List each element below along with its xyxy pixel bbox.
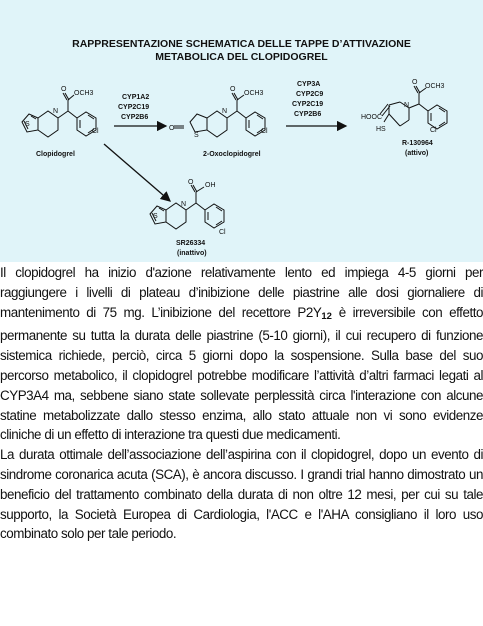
atom-hs: HS: [376, 126, 386, 133]
body-text: [0, 263, 483, 544]
enzyme-2-1: CYP3A: [297, 81, 321, 88]
paragraph-1: [0, 263, 483, 445]
atom-s-4: S: [153, 213, 158, 220]
compound-r130964-status: (attivo): [405, 150, 429, 157]
atom-s: S: [25, 121, 30, 128]
compound-clopidogrel: Clopidogrel: [36, 151, 75, 158]
atom-n-2: N: [222, 108, 228, 115]
figure-title-line1: RAPPRESENTAZIONE SCHEMATICA DELLE TAPPE D’ATTIVAZIONE: [72, 38, 411, 50]
atom-n-4: N: [181, 201, 187, 208]
atom-cl-3: Cl: [430, 127, 437, 134]
sr26334-structure: [150, 185, 224, 229]
atom-n: N: [53, 108, 59, 115]
enzyme-2-4: CYP2B6: [294, 111, 322, 118]
figure-title-line2: METABOLICA DEL CLOPIDOGREL: [155, 51, 328, 63]
reaction-scheme: [0, 0, 483, 262]
atom-och3-2: OCH3: [244, 90, 264, 97]
atom-o-keto: O: [169, 125, 175, 132]
atom-o-4: O: [188, 179, 194, 186]
enzyme-1-2: CYP2C19: [118, 104, 150, 111]
atom-s-2: S: [194, 132, 199, 139]
atom-och3: OCH3: [74, 90, 94, 97]
metabolism-figure: [0, 0, 483, 262]
paragraph-1-part-1: Il clopidogrel ha inizio d'azione relativamente lento ed impiega 4-5 giorni per raggiungere i livelli di plateau d’inibizione delle piastrine alle dosi giornaliere di mantenimento di 75 mg. L’inibizione del recettore P2Y: [0, 265, 483, 320]
r130964-structure: [380, 86, 447, 129]
compound-sr26334-status: (inattivo): [177, 250, 207, 257]
compound-sr26334: SR26334: [176, 240, 206, 247]
atom-o: O: [61, 86, 67, 93]
enzyme-2-2: CYP2C9: [296, 91, 324, 98]
paragraph-2: La durata ottimale dell’associazione dell’aspirina con il clopidogrel, dopo un evento di sindrome coronarica acuta (SCA), è ancora discusso. I grandi trial hanno dimostrato un beneficio del trattamento combinato della durata di non oltre 12 mesi, per cui su tale supporto, la Società Europea di Cardiologia, l'ACC e l'AHA consigliano il loro uso combinato solo per tale periodo.: [0, 447, 483, 542]
atom-oh: OH: [205, 182, 216, 189]
compound-2-oxoclopidogrel: 2-Oxoclopidogrel: [203, 151, 261, 158]
atom-och3-3: OCH3: [425, 83, 445, 90]
atom-o-3: O: [412, 79, 418, 86]
enzyme-1-1: CYP1A2: [122, 94, 150, 101]
oxoclopidogrel-structure: [174, 93, 265, 137]
p2y-subscript: 12: [321, 310, 332, 322]
atom-hooc: HOOC: [361, 114, 382, 121]
atom-n-3: N: [404, 102, 410, 109]
atom-cl: Cl: [92, 128, 99, 135]
paragraph-1-part-2: è irreversibile con effetto permanente su tutta la durata delle piastrine (5-10 giorni), il cui recupero di funzione sistemica richiede, perciò, circa 5 giorni dopo la sospensione. Sulla base del suo percorso metabolico, il clopidogrel potrebbe modificare l’attività d’altri farmaci legati al CYP3A4 ma, sebbene siano state sollevate perplessità circa l'interazione con alcune statine metabolizzate dallo stesso enzima, allo stato attuale non vi sono evidenze cliniche di un effetto di interazione tra questi due medicamenti.: [0, 304, 483, 443]
clopidogrel-structure: [22, 93, 96, 137]
enzyme-2-3: CYP2C19: [292, 101, 324, 108]
atom-cl-4: Cl: [219, 229, 226, 236]
enzyme-1-3: CYP2B6: [121, 114, 149, 121]
atom-cl-2: Cl: [261, 128, 268, 135]
atom-o-2: O: [230, 86, 236, 93]
compound-r130964: R-130964: [402, 140, 433, 147]
